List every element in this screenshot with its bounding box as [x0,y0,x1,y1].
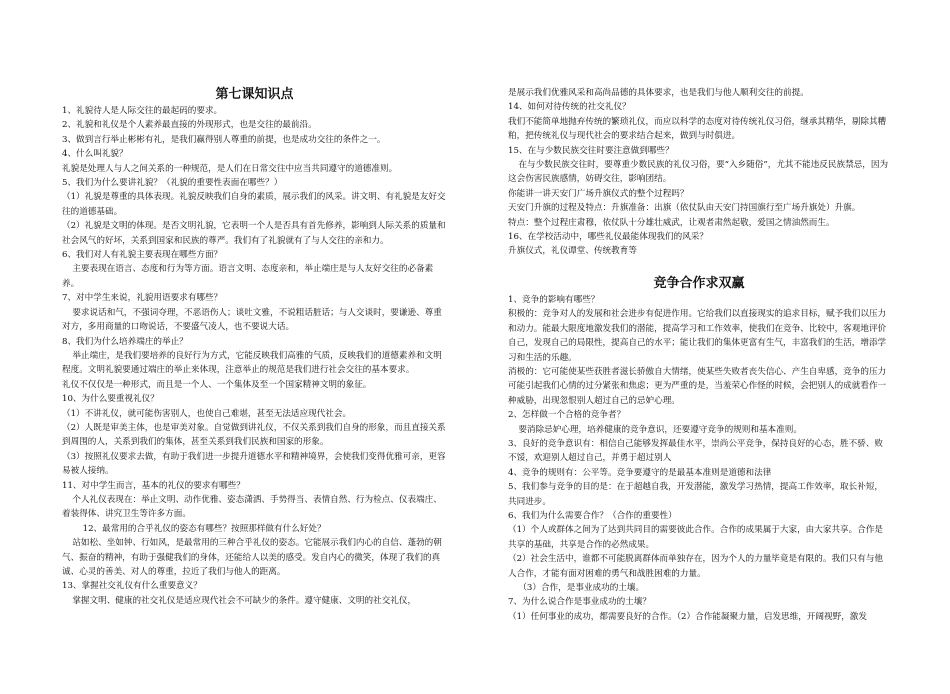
text-line: 7、为什么说合作是事业成功的土壤？ [508,597,651,608]
text-line: 6、我们为什么需要合作？（合作的重要性） [508,510,677,521]
text-line: 要求说话和气，不强词夺理，不恶语伤人；谈吐文雅，不说粗话脏话；与人交谈时，要谦逊、尊重对方，多用商量的口吻说话，不要盛气凌人，也不要说大话。 [62,307,442,333]
text-line: 举止端庄，是我们要培养的良好行为方式，它能反映我们高雅的气质，反映我们的道德素养和文明程度。文明礼貌要通过端庄的举止来体现，注意举止的规范是我们进行社会交往的基本要求。 [62,350,442,376]
text-line: 天安门升旗的过程及特点：升旗准备：出旗（依仗队由天安门持国旗行至广场升旗处）升旗。 [508,203,861,214]
text-line: 在与少数民族交往时，要尊重少数民族的礼仪习俗，要“入乡随俗”，尤其不能违反民族禁忌，因为这会伤害民族感情，妨碍交往，影响团结。 [508,160,889,185]
text-line: 15、在与少数民族交往时要注意做到哪些？ [508,145,674,156]
text-line: 16、在学校活动中，哪些礼仪最能体现我们的风采？ [508,232,708,243]
text-line: 4、什么叫礼貌？ [62,149,128,160]
text-line: 升旗仪式，礼仪谭堂、传统教育等 [508,246,637,257]
text-line: （1）个人或群体之间为了达到共同目的需要彼此合作。合作的成果属于大家，由大家共享。合作是共享的基础，共享是合作的必然成果。 [508,525,884,550]
text-line: 3、良好的竞争意识有：相信自己能够发挥最佳水平，崇尚公平竞争，保持良好的心态，胜不骄、败不馁，欢迎别人超过自己，并勇于超过别人 [508,438,884,464]
text-line: 10、为什么要重视礼仪？ [62,394,159,405]
text-line: 个人礼仪表现在：举止文明、动作优雅、姿态潇洒、手势得当、表情自然、行为检点、仪表端庄、着装得体、讲究卫生等许多方面。 [62,494,442,520]
text-line: 11、对中学生而言，基本的礼仪的要求有哪些？ [62,480,245,491]
text-line: 站如松、坐如钟、行如风，是最常用的三种合乎礼仪的姿态。它能展示我们内心的自信、蓬勃的朝气、振奋的精神，有助于强健我们的身体，还能给人以美的感受。发自内心的微笑，体现了我们的真诚、心灵的善美、对人的尊重，拉近了我们与他人的距离。 [62,538,442,577]
text-line: 14、如何对待传统的社交礼仪？ [508,102,631,113]
right-column [508,86,890,624]
text-line: 特点：整个过程庄肃穆，依仗队十分雄壮威武，让观者肃然起敬，爱国之情油然而生。 [508,217,835,228]
text-line: （1）不讲礼仪，就可能伤害别人，也使自己难堪，甚至无法适应现代社会。 [62,408,352,419]
text-line: 5、我们参与竞争的目的是：在于超越自我，开发潜能，激发学习热情，提高工作效率，取长补短，共同进步。 [508,482,884,507]
text-line: 你能讲一讲天安门广场升旗仪式的整个过程吗？ [508,188,689,199]
text-line: 礼仪不仅仅是一种形式，而且是一个人、一个集体及至一个国家精神文明的象征。 [62,379,372,390]
text-line: 12、最常用的合乎礼仪的姿态有哪些？按照那样做有什么好处？ [82,523,326,534]
text-line: 掌握文明、健康的社交礼仪是适应现代社会不可缺少的条件。遵守健康、文明的社交礼仪， [72,595,417,606]
text-line: 主要表现在语言、态度和行为等方面。语言文明、态度亲和，举止端庄是与人友好交往的必备素养。 [62,264,434,289]
text-line: 8、我们为什么培养端庄的举止？ [62,336,188,347]
text-line: 4、竞争的规则有：公平等。竞争要遵守的是最基本准则是道德和法律 [508,467,772,478]
text-line: （1）礼貌是尊重的具体表现。礼貌反映我们自身的素质，展示我们的风采。讲文明、有礼貌是友好交往的道德基础。 [62,192,446,217]
text-line: 是展示我们优雅风采和高尚品德的具体要求，也是我们与他人顺利交往的前提。 [508,88,809,98]
left-column [62,86,447,608]
text-line: 我们不能简单地抛弃传统的繁琐礼仪，而应以科学的态度对待传统礼仪习俗，继承其精华，剔除其糟粕，把传统礼仪与现代社会的要求结合起来，做到与时俱进。 [508,116,887,142]
text-line: 1、礼貌待人是人际交往的最起码的要求。 [62,106,223,116]
text-line: 2、怎样做一个合格的竞争者？ [508,410,626,421]
text-line: 要消除忌妒心理，培养健康的竞争意识，还要遵守竞争的规则和基本准则。 [518,424,802,435]
competition-cooperation-title: 竞争合作求双赢 [653,275,745,291]
text-line: 积极的：竞争对人的发展和社会进步有促进作用。它给我们以直接现实的追求目标，赋予我们以压力和动力。能最大限度地激发我们的潜能，提高学习和工作效率，使我们在竞争、比较中，客观地评价自己，发现自己的局限性，提高自己的水平；能让我们的集体更富有生气，丰富我们的生活，增添学习和生活的乐趣。 [508,309,887,363]
text-line: （3）合作，是事业成功的土壤。 [518,583,645,593]
text-line: 13、掌握社交礼仪有什么重要意义？ [62,581,202,592]
text-line: 消极的：它可能使某些获胜者滋长骄傲自大情绪，使某些失败者丧失信心、产生自卑感，竞争的压力可能引起我们心情的过分紧张和焦虑；更为严重的是，当羞荣心作怪的时候，会把别人的成就看作一种威胁，出现忽恨别人超过自己的忌妒心理。 [508,366,887,406]
text-line: （2）人既是审美主体，也是审美对象。自觉做到讲礼仪，不仅关系到我们自身的形象，而且直接关系到周围的人，关系到我们的集体，甚至关系到我们民族和国家的形象。 [62,422,446,448]
text-line: 礼貌是处理人与人之间关系的一种规范，是人们在日常交往中应当共同遵守的道德准则。 [62,163,398,174]
text-line: 1、竞争的影响有哪些？ [508,294,600,305]
text-line: 3、做到言行举止彬彬有礼，是我们赢得别人尊重的前提，也是成功交往的条件之一。 [62,134,386,145]
text-line: 7、对中学生来说，礼貌用语要求有哪些？ [62,293,223,304]
text-line: （2）礼貌是文明的体现。是否文明礼貌，它表明一个人是否具有首先修养，影响到人际关系的质量和社会风气的好坏，关系到国家和民族的尊严。我们有了礼貌就有了与人交往的亲和力。 [62,221,446,246]
text-line: 5、我们为什么要讲礼貌？（礼貌的重要性表面在哪些？） [62,178,283,189]
text-line: （1）任何事业的成功，都需要良好的合作。（2）合作能凝聚力量，启发思维，开阔视野，激发 [508,611,867,622]
text-line: 2、礼貌和礼仪是个人素养最直接的外现形式，也是交往的最前沿。 [62,120,317,131]
text-line: 6、我们对人有礼貌主要表现在哪些方面？ [62,250,223,261]
text-line: （2）社会生活中，谁都不可能脱离群体而单独存在，因为个人的力量毕竟是有限的。我们只有与他人合作，才能有面对困难的勇气和战胜困难的力量。 [508,554,884,579]
text-line: （3）按照礼仪要求去做，有助于我们进一步提升道德水平和精神境界，会使我们变得优雅可亲，更容易被人接纳。 [62,451,446,477]
lesson-seven-title: 第七课知识点 [215,87,294,102]
